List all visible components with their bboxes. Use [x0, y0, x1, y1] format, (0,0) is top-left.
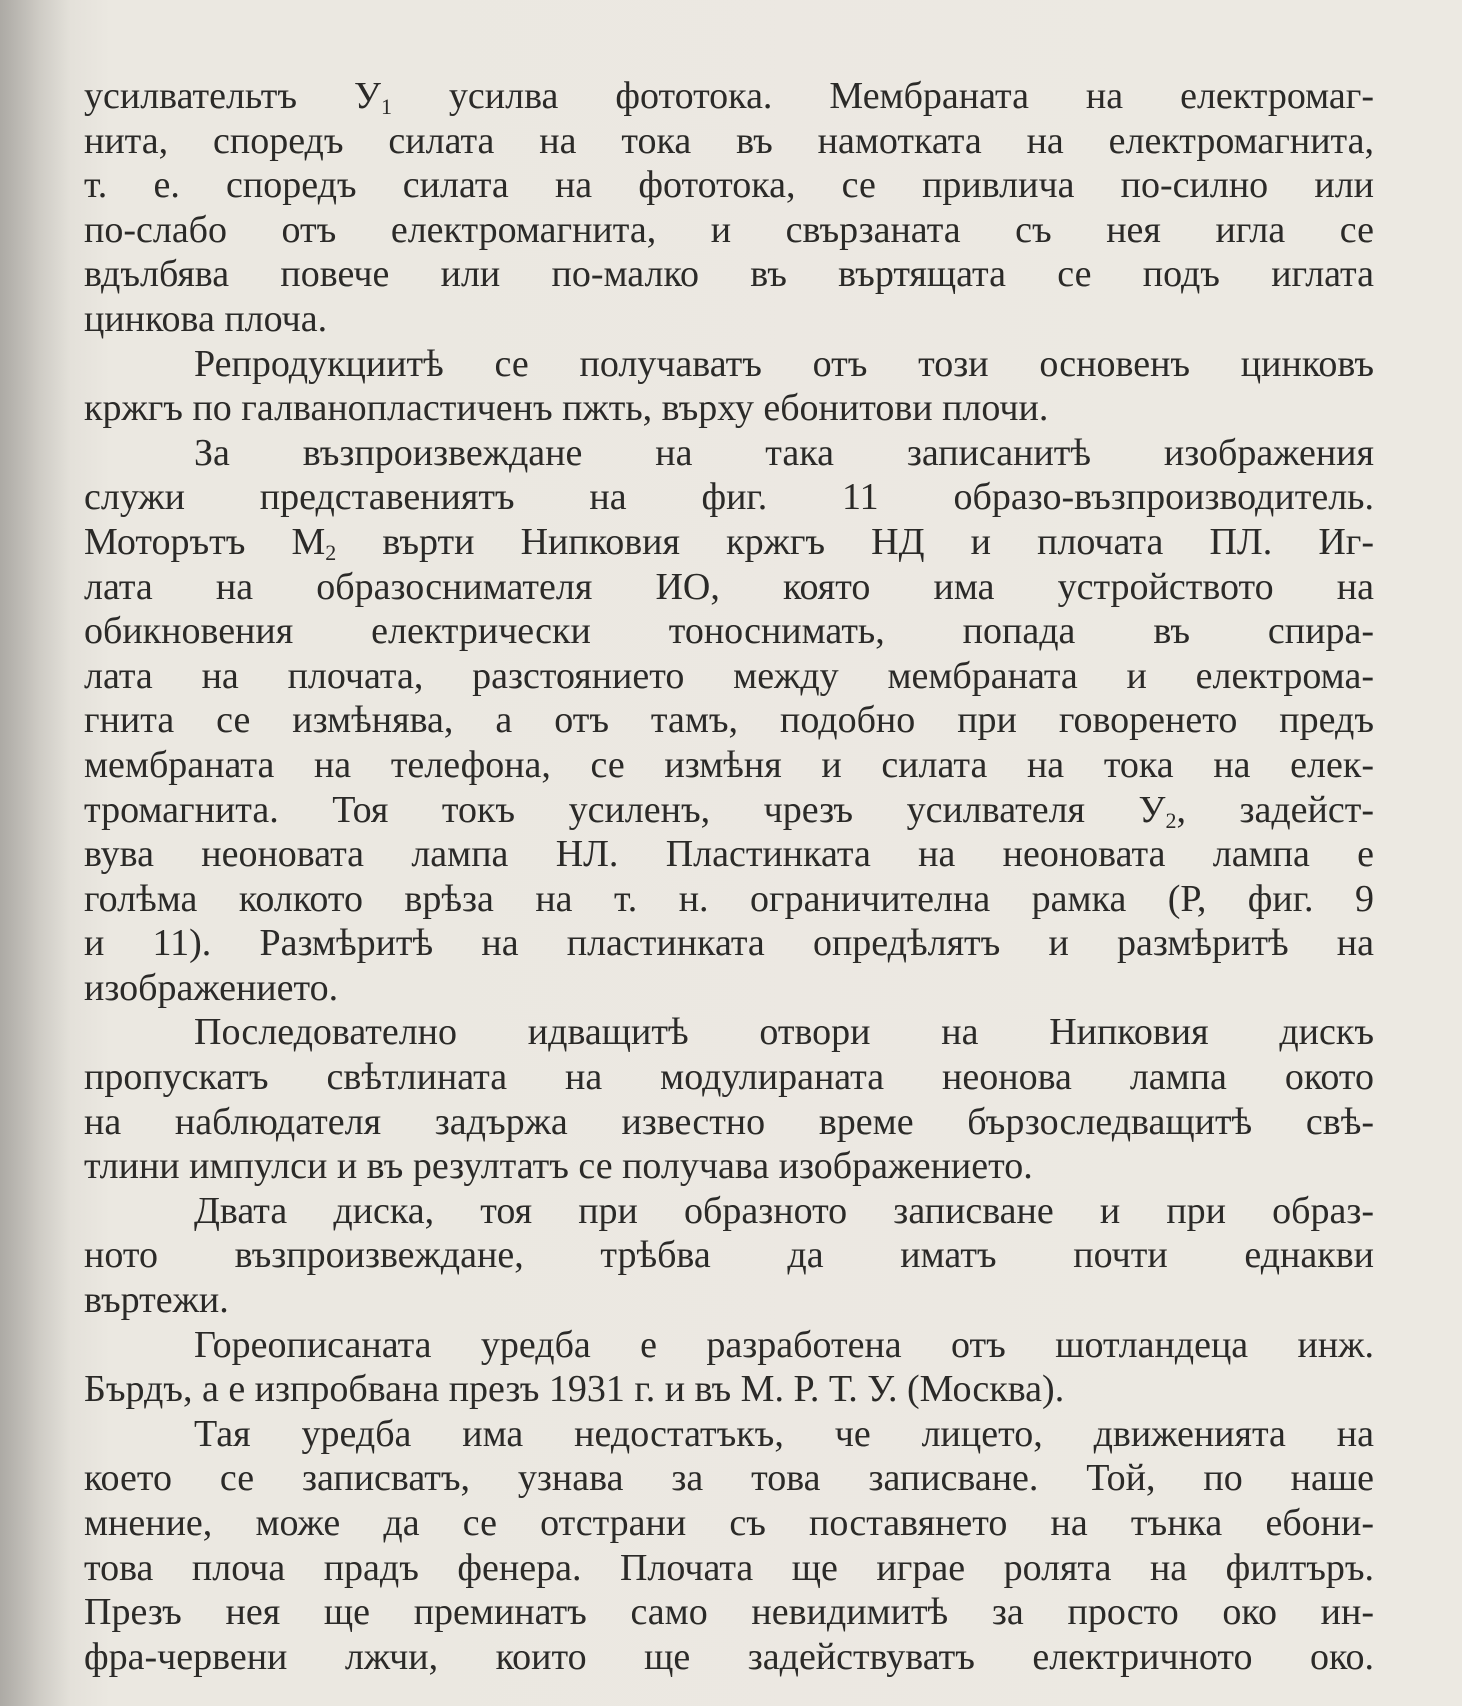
- text-line: [84, 1635, 1374, 1680]
- text-line: [84, 252, 1374, 297]
- text-line: [84, 966, 1374, 1011]
- text-run: служи представениятъ на фиг. 11 образо-възпроизводитель.: [84, 476, 1374, 519]
- text-line: [84, 565, 1374, 610]
- text-run: гнита се измѣнява, а отъ тамъ, подобно при говоренето предъ: [84, 699, 1374, 742]
- text-run: Моторътъ М: [84, 520, 326, 563]
- text-line: [84, 877, 1374, 922]
- text-line: [84, 1323, 1374, 1368]
- text-line: [84, 609, 1374, 654]
- text-run: пропускатъ свѣтлината на модулираната неонова лампа окото: [84, 1056, 1374, 1099]
- text-run: нита, споредъ силата на тока въ намотката на електромагнита,: [84, 119, 1374, 162]
- paragraph: [84, 74, 1374, 342]
- text-line: [84, 654, 1374, 699]
- text-run: усилвательтъ У: [84, 75, 381, 117]
- body-text: [84, 74, 1374, 1679]
- subscript: 2: [325, 539, 337, 565]
- text-run: въртежи.: [84, 1279, 229, 1322]
- text-line: [84, 475, 1374, 520]
- text-line: [84, 163, 1374, 208]
- text-line: [84, 386, 1374, 431]
- text-run: Репродукциитѣ се получаватъ отъ този основенъ цинковъ: [194, 342, 1374, 385]
- text-run: Двата диска, тоя при образното записване и при образ-: [194, 1189, 1374, 1232]
- subscript: 2: [1165, 807, 1177, 833]
- text-run: вдълбява повече или по-малко въ въртящата се подъ иглата: [84, 253, 1374, 296]
- text-run: това плоча прадъ фенера. Плочата ще играе ролята на филтъръ.: [84, 1546, 1374, 1589]
- text-line: [84, 431, 1374, 476]
- paragraph: [84, 431, 1374, 1011]
- text-run: мнение, може да се отстрани съ поставянето на тънка ебони-: [84, 1502, 1374, 1544]
- text-line: [84, 119, 1374, 164]
- paragraph: [84, 1412, 1374, 1680]
- text-run: върти Нипковия кржгъ НД и плочата ПЛ. Иг-: [336, 520, 1374, 563]
- text-run: мембраната на телефона, се измѣня и силата на тока на елек-: [84, 743, 1374, 786]
- text-line: [84, 1100, 1374, 1145]
- text-run: ното възпроизвеждане, трѣбва да иматъ почти еднакви: [84, 1234, 1374, 1277]
- text-run: лата на образоснимателя ИО, която има устройството на: [84, 565, 1374, 608]
- text-run: цинкова плоча.: [84, 297, 328, 340]
- text-line: [84, 520, 1374, 565]
- paragraph: [84, 1189, 1374, 1323]
- text-run: тромагнита. Тоя токъ усиленъ, чрезъ усилвателя У: [84, 788, 1166, 831]
- text-line: [84, 788, 1374, 833]
- text-run: лата на плочата, разстоянието между мембраната и електрома-: [84, 654, 1374, 697]
- paragraph: [84, 342, 1374, 431]
- text-line: [84, 1367, 1374, 1412]
- text-run: За възпроизвеждане на така записанитѣ изображения: [194, 431, 1374, 474]
- text-run: тлини импулси и въ резултатъ се получава изображението.: [84, 1145, 1033, 1188]
- text-line: [84, 1546, 1374, 1591]
- text-run: Бърдъ, а е изпробвана презъ 1931 г. и въ М. Р. Т. У. (Москва).: [84, 1368, 1065, 1411]
- text-run: по-слабо отъ електромагнита, и свързаната съ нея игла се: [84, 208, 1374, 251]
- text-line: [84, 1590, 1374, 1635]
- text-line: [84, 1501, 1374, 1546]
- text-line: [84, 1010, 1374, 1055]
- text-line: [84, 921, 1374, 966]
- text-run: и 11). Размѣритѣ на пластинката опредѣлятъ и размѣритѣ на: [84, 922, 1374, 965]
- text-run: вува неоновата лампа НЛ. Пластинката на неоновата лампа е: [84, 833, 1374, 876]
- text-run: изображението.: [84, 966, 339, 1009]
- text-run: Тая уредба има недостатъкъ, че лицето, движенията на: [194, 1412, 1374, 1455]
- paragraph: [84, 1010, 1374, 1188]
- text-line: [84, 208, 1374, 253]
- text-run: кржгъ по галванопластиченъ пжть, върху ебонитови плочи.: [84, 387, 1049, 430]
- text-run: усилва фототока. Мембраната на електромаг-: [391, 75, 1374, 117]
- text-line: [84, 698, 1374, 743]
- text-line: [84, 74, 1374, 119]
- text-run: Презъ нея ще преминатъ само невидимитѣ за просто око ин-: [84, 1591, 1374, 1634]
- text-run: на наблюдателя задържа известно време бързоследващитѣ свѣ-: [84, 1100, 1374, 1143]
- text-run: голѣма колкото врѣза на т. н. ограничителна рамка (Р, фиг. 9: [84, 877, 1374, 920]
- text-run: Последователно идващитѣ отвори на Нипковия дискъ: [194, 1011, 1374, 1054]
- text-run: т. е. споредъ силата на фототока, се привлича по-силно или: [84, 164, 1374, 207]
- text-line: [84, 297, 1374, 342]
- text-run: , задейст-: [1176, 788, 1374, 831]
- text-line: [84, 1055, 1374, 1100]
- text-line: [84, 743, 1374, 788]
- text-line: [84, 1144, 1374, 1189]
- text-run: обикновения електрически тоноснимать, попада въ спира-: [84, 610, 1374, 653]
- text-line: [84, 1233, 1374, 1278]
- text-line: [84, 1278, 1374, 1323]
- paragraph: [84, 1323, 1374, 1412]
- subscript: 1: [380, 94, 392, 119]
- text-run: което се записватъ, узнава за това записване. Той, по наше: [84, 1457, 1374, 1500]
- text-run: фра-червени лжчи, които ще задействуватъ електричното око.: [84, 1635, 1374, 1678]
- text-line: [84, 1189, 1374, 1234]
- text-line: [84, 342, 1374, 387]
- text-line: [84, 1412, 1374, 1457]
- text-run: Гореописаната уредба е разработена отъ шотландеца инж.: [194, 1323, 1374, 1366]
- binding-shadow: [0, 0, 70, 1706]
- text-line: [84, 1456, 1374, 1501]
- text-line: [84, 832, 1374, 877]
